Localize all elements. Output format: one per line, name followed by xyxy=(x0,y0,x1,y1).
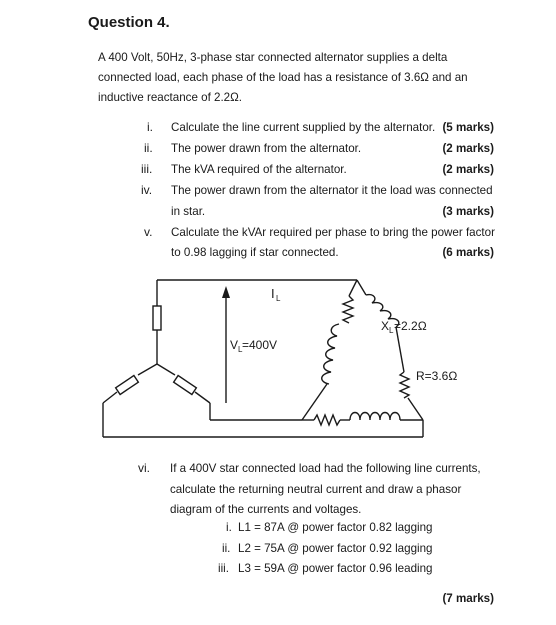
list-item: L1 = 87A @ power factor 0.82 lagging xyxy=(238,521,433,534)
question-text: The power drawn from the alternator it the load was connected xyxy=(171,184,493,197)
voltage-arrow-head xyxy=(222,286,230,298)
question-marks: (3 marks) xyxy=(442,205,494,218)
question-text-continued: to 0.98 lagging if star connected. xyxy=(171,246,339,259)
question-marks: (7 marks) xyxy=(442,592,494,605)
question-number: ii. xyxy=(144,141,153,155)
delta-resistor-bottom xyxy=(314,415,340,425)
line-voltage-value: =400V xyxy=(242,338,278,352)
question-marks: (2 marks) xyxy=(442,142,494,155)
question-number: i. xyxy=(147,120,153,134)
source-phase-wire xyxy=(157,364,175,375)
question-text: Calculate the kVAr required per phase to bring the power factor xyxy=(171,226,495,239)
source-winding-left xyxy=(116,376,139,395)
delta-resistor-left xyxy=(343,296,353,323)
source-winding-right xyxy=(174,376,197,395)
delta-wire xyxy=(357,280,366,295)
question-number: vi. xyxy=(138,461,150,475)
reactance-value: =2.2Ω xyxy=(394,319,427,333)
question-number: iv. xyxy=(141,183,153,197)
list-item-number: iii. xyxy=(218,562,229,575)
delta-wire xyxy=(302,384,327,420)
question-intro: A 400 Volt, 50Hz, 3-phase star connected alternator supplies a delta connected load, each phase of the load has a resistance of 3.6Ω and an inductive reactance of 2.2Ω. xyxy=(98,51,468,104)
question-text-continued: in star. xyxy=(171,205,206,218)
delta-resistor-right xyxy=(400,372,409,398)
delta-wire xyxy=(349,280,357,296)
delta-wire xyxy=(396,327,404,372)
source-phase-wire xyxy=(103,392,117,403)
reactance-label-sub: L xyxy=(389,326,394,335)
question-number: v. xyxy=(144,225,153,239)
source-phase-wire xyxy=(138,364,157,375)
question-text: Calculate the line current supplied by the alternator. xyxy=(171,121,436,134)
question-title: Question 4. xyxy=(88,14,170,31)
delta-inductor-left xyxy=(322,324,339,384)
reactance-label: X xyxy=(381,319,390,333)
line-voltage-label-sub: L xyxy=(238,345,243,354)
question-text: If a 400V star connected load had the following line currents, xyxy=(170,462,481,475)
question-text: The power drawn from the alternator. xyxy=(171,142,362,155)
line-voltage-label: V xyxy=(230,338,239,352)
list-item-number: i. xyxy=(226,521,232,534)
source-phase-wire xyxy=(195,392,210,403)
question-text: The kVA required of the alternator. xyxy=(171,163,347,176)
list-item: L2 = 75A @ power factor 0.92 lagging xyxy=(238,542,433,555)
list-item: L3 = 59A @ power factor 0.96 leading xyxy=(238,562,433,575)
delta-inductor-bottom xyxy=(350,413,400,421)
question-text-continued: diagram of the currents and voltages. xyxy=(170,503,362,516)
current-label: I xyxy=(271,286,275,301)
question-text-continued: calculate the returning neutral current and draw a phasor xyxy=(170,483,462,496)
question-marks: (6 marks) xyxy=(442,246,494,259)
question-marks: (5 marks) xyxy=(442,121,494,134)
current-label-sub: L xyxy=(276,294,281,303)
question-marks: (2 marks) xyxy=(442,163,494,176)
source-winding-top xyxy=(153,306,161,330)
delta-wire xyxy=(408,398,423,420)
question-number: iii. xyxy=(141,162,153,176)
resistance-label: R=3.6Ω xyxy=(416,369,458,383)
list-item-number: ii. xyxy=(222,542,231,555)
